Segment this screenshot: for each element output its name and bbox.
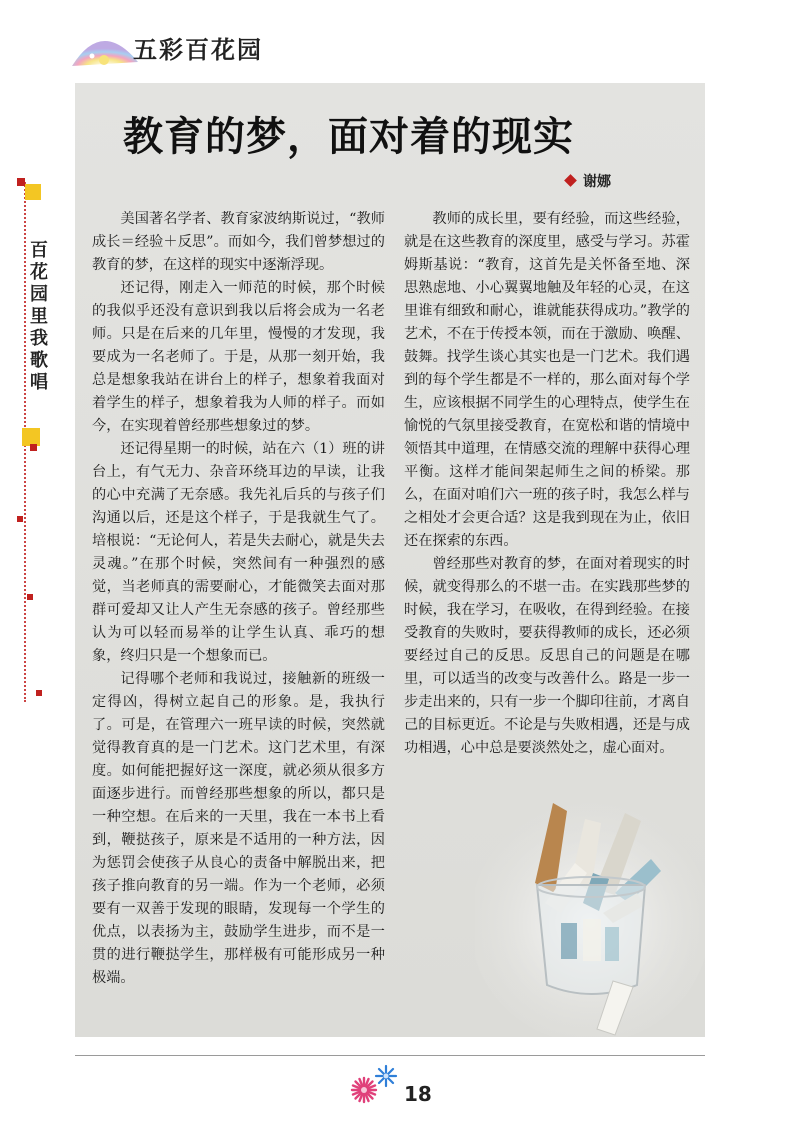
paragraph: 教师的成长里，要有经验，而这些经验，就是在这些教育的深度里，感受与学习。苏霍姆斯基说：“教育，这首先是关怀备至地、深思熟虑地、小心翼翼地触及年轻的心灵，在这里谁有细致和耐心，谁就能获得成功。”教学的艺术，不在于传授本领，而在于激励、唤醒、鼓舞。找学生谈心其实也是一门艺术。我们遇到的每个学生都是不一样的，那么面对每个学生，应该根据不同学生的心理特点，使学生在愉悦的气氛里接受教育，在宽松和谐的情境中领悟其中道理，在情感交流的理解中获得心理平衡。这样才能间架起师生之间的桥梁。那么，在面对咱们六一班的孩子时，我怎么样与之相处才会更合适？这是我到现在为止，依旧还在探索的东西。 bbox=[404, 211, 690, 549]
side-square-red bbox=[17, 178, 25, 186]
paragraph: 曾经那些对教育的梦，在面对着现实的时候，就变得那么的不堪一击。在实践那些梦的时候，我在学习，在吸收，在得到经验。在接受教育的失败时，要获得教师的成长，还必须要经过自己的反思。反思自己的问题是在哪里，可以适当的改变与改善什么。路是一步一步走出来的，只有一步一个脚印往前，才离自己的目标更近。不论是与失败相遇，还是与成功相遇，心中总是要淡然处之，虚心面对。 bbox=[404, 556, 690, 756]
paragraph: 美国著名学者、教育家波纳斯说过，“教师成长＝经验＋反思”。而如今，我们曾梦想过的教育的梦，在这样的现实中逐渐浮现。 bbox=[92, 211, 385, 273]
article-column-left bbox=[92, 208, 385, 990]
footer-divider bbox=[75, 1055, 705, 1056]
paragraph: 记得哪个老师和我说过，接触新的班级一定得凶，得树立起自己的形象。是，我执行了。可是，在管理六一班早读的时候，突然就觉得教育真的是一门艺术。这门艺术里，有深度。如何能把握好这一深度，就必须从很多方面逐步进行。而曾经那些想象的所以，都只是一种空想。在后来的一天里，我在一本书上看到，鞭挞孩子，原来是不适用的一种方法，因为惩罚会使孩子从良心的责备中解脱出来，把孩子推向教育的另一端。作为一个老师，必须要有一双善于发现的眼睛，发现每一个学生的优点，以表扬为主，鼓励学生进步，而不是一贯的进行鞭挞学生，那样极有可能形成另一种极端。 bbox=[92, 671, 385, 986]
side-square-yellow bbox=[25, 184, 41, 200]
page-number: 18 bbox=[404, 1082, 432, 1106]
glass-jar-illustration bbox=[475, 763, 705, 1037]
flower-icon bbox=[350, 1062, 400, 1108]
side-square-red-2 bbox=[30, 444, 37, 451]
article-column-right bbox=[404, 208, 690, 760]
section-title: 五彩百花园 bbox=[133, 36, 263, 64]
diamond-icon bbox=[564, 174, 577, 187]
section-logo bbox=[68, 22, 278, 72]
side-dot-2 bbox=[27, 594, 33, 600]
sidebar-vertical-title: 百花园里我歌唱 bbox=[27, 240, 48, 394]
paragraph: 还记得，刚走入一师范的时候，那个时候的我似乎还没有意识到我以后将会成为一名老师。只是在后来的几年里，慢慢的才发现，我要成为一名老师了。于是，从那一刻开始，我总是想象我站在讲台上的样子，想象着我面对着学生的样子，想象着我为人师的样子。而如今，在实现着曾经那些想象过的梦。 bbox=[92, 280, 385, 434]
article-panel bbox=[75, 83, 705, 1037]
article-author bbox=[566, 171, 611, 191]
side-dot-3 bbox=[36, 690, 42, 696]
side-dot-1 bbox=[17, 516, 23, 522]
article-title: 教育的梦，面对着的现实 bbox=[123, 114, 574, 160]
paragraph: 还记得星期一的时候，站在六（1）班的讲台上，有气无力、杂音环绕耳边的早读，让我的心中充满了无奈感。我先礼后兵的与孩子们沟通以后，还是这个样子，于是我就生气了。培根说：“无论何人，若是失去耐心，就是失去灵魂。”在那个时候，突然间有一种强烈的感觉，当老师真的需要耐心，才能微笑去面对那群可爱却又让人产生无奈感的孩子。曾经那些认为可以轻而易举的让学生认真、乖巧的想象，终归只是一个想象而已。 bbox=[92, 441, 385, 664]
author-name: 谢娜 bbox=[583, 174, 611, 190]
